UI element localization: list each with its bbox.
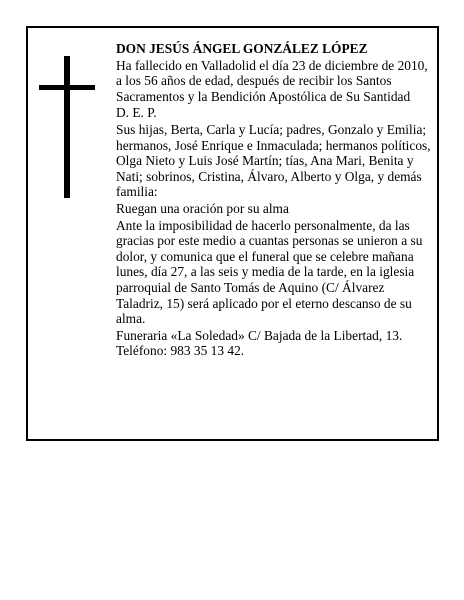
- deceased-name: DON JESÚS ÁNGEL GONZÁLEZ LÓPEZ: [116, 41, 368, 56]
- obituary-notice: [26, 26, 439, 441]
- cross-vertical-bar: [64, 56, 70, 198]
- cross-horizontal-bar: [39, 85, 95, 90]
- prayer-request: Ruegan una oración por su alma: [116, 200, 289, 216]
- obituary-text: [116, 41, 434, 360]
- funeral-info: Ante la imposibilidad de hacerlo personalmente, da las gracias por este medio a cuantas personas se unieron a su dolor, y comunica que el funeral que se celebre mañana lunes, día 27, a las seis y media de la tarde, en la iglesia parroquial de Santo Tomás de Aquino (C/ Álvarez Taladriz, 15) será aplicado por el eterno descanso de su alma.: [116, 217, 423, 327]
- death-statement: Ha fallecido en Valladolid el día 23 de diciembre de 2010, a los 56 años de edad, después de recibir los Santos Sacramentos y la Bendición Apostólica de Su Santidad: [116, 57, 428, 104]
- family-list: Sus hijas, Berta, Carla y Lucía; padres, Gonzalo y Emilia; hermanos, José Enrique e Inmaculada; hermanos políticos, Olga Nieto y Luis José Martín; tías, Ana Mari, Benita y Nati; sobrinos, Cristina, Álvaro, Alberto y Olga, y demás familia:: [116, 121, 431, 200]
- rest-in-peace: D. E. P.: [116, 105, 157, 121]
- funeral-home-info: Funeraria «La Soledad» C/ Bajada de la Libertad, 13. Teléfono: 983 35 13 42.: [116, 327, 403, 359]
